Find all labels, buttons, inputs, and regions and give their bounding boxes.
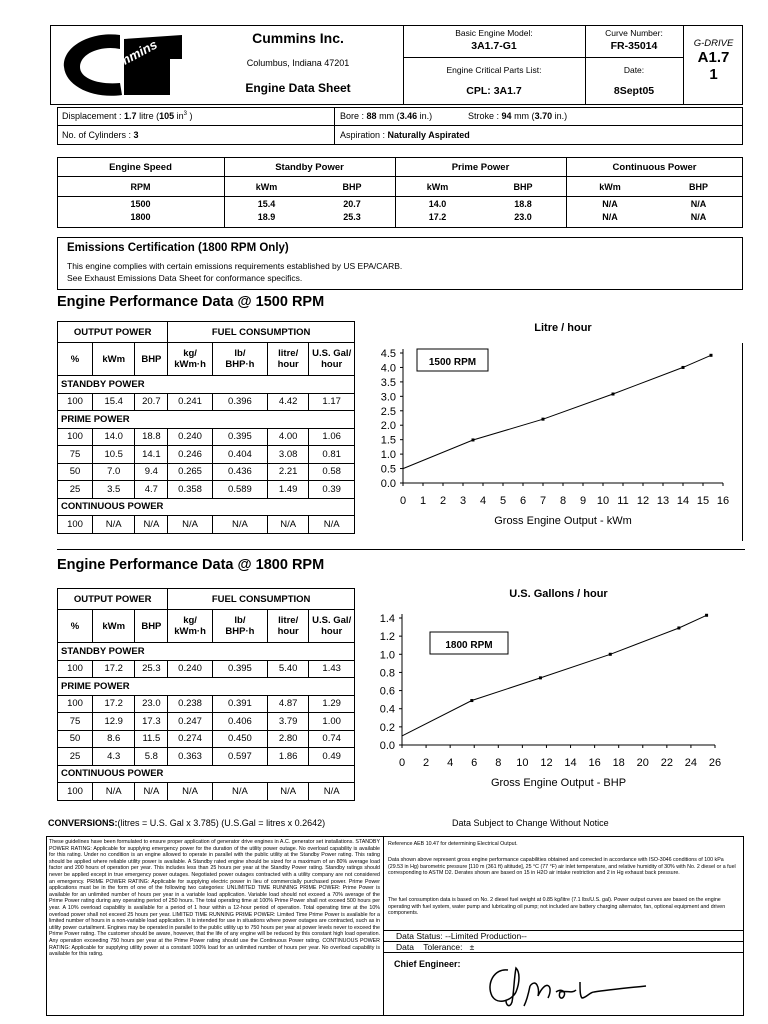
perf-1500-title: Engine Performance Data @ 1500 RPM xyxy=(57,294,325,310)
perf-1500-table xyxy=(57,321,355,534)
y-tick-label: 1.0 xyxy=(379,649,395,662)
power-header: Engine Speed xyxy=(109,162,172,173)
col-header: % xyxy=(58,343,93,376)
power-cell: N/A xyxy=(690,199,707,209)
col-header: lb/ BHP·h xyxy=(212,343,267,376)
data-point xyxy=(609,653,612,656)
series-line xyxy=(403,355,711,468)
cylinders: No. of Cylinders : 3 xyxy=(62,130,139,140)
x-tick-label: 26 xyxy=(708,757,722,769)
y-tick-label: 0.8 xyxy=(379,667,395,680)
col-header: litre/ hour xyxy=(268,343,309,376)
doc-title: Engine Data Sheet xyxy=(245,81,351,95)
data-tolerance: Data Tolerance: ± xyxy=(396,942,475,952)
x-tick-label: 8 xyxy=(559,495,567,507)
power-cell: N/A xyxy=(690,212,707,222)
fuel-note: The fuel consumption data is based on No. 2 diesel fuel weight at 0.85 kg/litre (7.1 lbs/U.S. gal). Power output curves are based on the engine operating with fuel system, water pump and lubricating oil pump; not included are battery charging alternator, fan, optional equipment and driven components. xyxy=(388,897,726,917)
x-tick-label: 0 xyxy=(399,495,407,507)
model-label: Basic Engine Model: xyxy=(455,28,533,38)
power-cell: 1500 xyxy=(130,199,151,209)
section-label: PRIME POWER xyxy=(58,678,355,696)
y-tick-label: 1.5 xyxy=(380,434,396,447)
x-tick-label: 22 xyxy=(660,757,673,769)
power-subheader: BHP xyxy=(688,182,708,192)
emissions-title: Emissions Certification (1800 RPM Only) xyxy=(67,242,289,254)
power-cell: 20.7 xyxy=(343,199,361,209)
x-tick-label: 16 xyxy=(716,495,730,507)
data-point xyxy=(472,438,475,441)
col-header: lb/ BHP·h xyxy=(212,610,267,643)
divider xyxy=(334,107,335,145)
y-tick-label: 4.0 xyxy=(380,362,396,375)
power-cell: 15.4 xyxy=(257,199,276,209)
signature xyxy=(476,958,716,1008)
stroke: Stroke : 94 mm (3.70 in.) xyxy=(468,111,568,121)
x-tick-label: 3 xyxy=(459,495,467,507)
col-header: BHP xyxy=(135,610,168,643)
power-subheader: RPM xyxy=(130,182,151,192)
x-tick-label: 12 xyxy=(540,757,553,769)
data-point xyxy=(470,699,473,702)
y-tick-label: 1.2 xyxy=(379,631,395,644)
y-tick-label: 1.0 xyxy=(380,449,396,462)
logo-text: Cummins xyxy=(100,36,160,78)
power-cell: 1800 xyxy=(130,212,151,222)
section-label: PRIME POWER xyxy=(58,411,355,429)
chart-title: U.S. Gallons / hour xyxy=(509,588,608,600)
power-cell: 23.0 xyxy=(514,212,532,222)
company-name: Cummins Inc. xyxy=(252,30,344,46)
data-point xyxy=(542,418,545,421)
power-cell: N/A xyxy=(602,212,618,222)
chart-border xyxy=(742,343,743,541)
table-row: 25 4.3 5.8 0.363 0.597 1.86 0.49 xyxy=(58,748,355,766)
power-header: Standby Power xyxy=(275,162,344,173)
power-cell: 18.9 xyxy=(257,212,276,222)
y-tick-label: 0.2 xyxy=(379,721,395,734)
group-header: OUTPUT POWER xyxy=(58,322,168,343)
x-tick-label: 0 xyxy=(398,757,406,769)
y-tick-label: 4.5 xyxy=(380,348,396,360)
chart-title: Litre / hour xyxy=(534,322,592,334)
power-cell: N/A xyxy=(602,199,618,209)
x-tick-label: 10 xyxy=(516,757,529,769)
chart-1800-rpm xyxy=(360,578,745,803)
divider xyxy=(57,176,743,177)
x-tick-label: 10 xyxy=(596,495,610,507)
power-subheader: BHP xyxy=(342,182,362,192)
x-tick-label: 8 xyxy=(495,757,502,769)
x-tick-label: 20 xyxy=(636,757,649,769)
emissions-line: This engine complies with certain emissions requirements established by US EPA/CARB. xyxy=(67,261,403,271)
col-header: litre/ hour xyxy=(268,610,309,643)
curve-value: FR-35014 xyxy=(610,40,658,52)
divider xyxy=(403,57,683,58)
displacement: Displacement : 1.7 litre (105 $in^3$ ) xyxy=(62,111,193,121)
x-tick-label: 4 xyxy=(479,495,487,507)
power-subheader: BHP xyxy=(513,182,533,192)
power-subheader: kWm xyxy=(255,182,278,192)
x-tick-label: 5 xyxy=(499,495,507,507)
y-tick-label: 0.5 xyxy=(380,463,396,476)
gdrive-label: G-DRIVE xyxy=(693,38,734,49)
y-tick-label: 3.0 xyxy=(380,391,396,404)
power-cell: 14.0 xyxy=(428,199,447,209)
table-row: 100 N/A N/A N/A N/A N/A N/A xyxy=(58,516,355,534)
x-tick-label: 15 xyxy=(696,495,710,507)
x-tick-label: 7 xyxy=(539,495,547,507)
table-row: 75 10.5 14.1 0.246 0.404 3.08 0.81 xyxy=(58,446,355,464)
x-tick-label: 4 xyxy=(447,757,454,769)
data-point xyxy=(710,354,713,357)
chief-engineer-label: Chief Engineer: xyxy=(394,959,461,969)
divider xyxy=(57,125,743,126)
group-header: FUEL CONSUMPTION xyxy=(168,322,355,343)
power-subheader: kWm xyxy=(599,182,621,192)
data-point xyxy=(612,393,615,396)
data-point xyxy=(682,366,685,369)
bore: Bore : 88 mm (3.46 in.) xyxy=(340,111,433,121)
x-tick-label: 2 xyxy=(439,495,447,507)
power-cell: 25.3 xyxy=(343,212,361,222)
perf-1800-title: Engine Performance Data @ 1800 RPM xyxy=(57,557,325,573)
x-tick-label: 24 xyxy=(684,757,698,769)
data-status: Data Status: --Limited Production-- xyxy=(396,931,527,941)
cpl-label: Engine Critical Parts List: xyxy=(446,65,542,75)
x-tick-label: 11 xyxy=(617,495,629,507)
col-header: U.S. Gal/ hour xyxy=(309,610,355,643)
curve-label: Curve Number: xyxy=(605,28,663,38)
cpl-value: CPL: 3A1.7 xyxy=(466,85,522,97)
perf-1800-table xyxy=(57,588,355,801)
date-label: Date: xyxy=(623,65,645,75)
x-tick-label: 6 xyxy=(471,757,478,769)
data-point xyxy=(677,626,680,629)
col-header: kWm xyxy=(93,343,135,376)
x-tick-label: 14 xyxy=(564,757,577,769)
y-tick-label: 0.6 xyxy=(379,685,395,698)
data-point xyxy=(705,614,708,617)
x-tick-label: 12 xyxy=(636,495,650,507)
power-header: Continuous Power xyxy=(612,162,697,173)
gdrive-model-line2: 1 xyxy=(709,66,718,83)
gdrive-model: A1.7 xyxy=(697,49,730,66)
y-tick-label: 0.0 xyxy=(379,740,395,752)
model-value: 3A1.7-G1 xyxy=(471,40,517,52)
group-header: OUTPUT POWER xyxy=(58,589,168,610)
chart-1500-rpm xyxy=(360,312,740,537)
col-header: % xyxy=(58,610,93,643)
table-row: 75 12.9 17.3 0.247 0.406 3.79 1.00 xyxy=(58,713,355,731)
annotation-label: 1800 RPM xyxy=(445,640,493,651)
table-row: 100 17.2 23.0 0.238 0.391 4.87 1.29 xyxy=(58,695,355,713)
conversions: CONVERSIONS:(litres = U.S. Gal x 3.785) (U.S.Gal = litres x 0.2642) xyxy=(48,818,326,828)
iso-conditions-note: Data shown above represent gross engine performance capabilities obtained and corrected in accordance with ISO-3046 conditions of 100 kPa (29.53 in Hg) barometric pressure [110 m (361 ft) altitude], 25 °C (77 °F) air inlet temperature, and relative humidity of 30% with No. 2 diesel or a fuel corresponding to ASTM D2. Derates shown are based on 15 in H2O air intake restriction and 2 in Hg exhaust back pressure. xyxy=(388,857,736,877)
cummins-logo xyxy=(50,25,192,105)
col-header: kg/ kWm·h xyxy=(168,610,213,643)
x-axis-label: Gross Engine Output - kWm xyxy=(494,515,632,527)
y-tick-label: 2.0 xyxy=(380,420,396,433)
y-tick-label: 0.4 xyxy=(379,703,395,716)
x-tick-label: 16 xyxy=(588,757,601,769)
y-tick-label: 0.0 xyxy=(380,478,396,490)
logo-cell xyxy=(50,25,192,105)
annotation-label: 1500 RPM xyxy=(428,357,477,368)
col-header: kWm xyxy=(93,610,135,643)
section-label: CONTINUOUS POWER xyxy=(58,765,355,783)
company-address: Columbus, Indiana 47201 xyxy=(246,58,350,68)
change-notice: Data Subject to Change Without Notice xyxy=(452,818,609,828)
date-value: 8Sept05 xyxy=(613,85,655,97)
y-tick-label: 2.5 xyxy=(380,405,396,418)
table-row: 100 N/A N/A N/A N/A N/A N/A xyxy=(58,783,355,801)
col-header: U.S. Gal/ hour xyxy=(309,343,355,376)
power-subheader: kWm xyxy=(426,182,449,192)
divider xyxy=(57,196,743,197)
emissions-line: See Exhaust Emissions Data Sheet for conformance specifics. xyxy=(67,273,303,283)
x-tick-label: 1 xyxy=(419,495,427,507)
y-tick-label: 1.4 xyxy=(379,613,395,625)
x-tick-label: 2 xyxy=(423,757,430,769)
section-label: STANDBY POWER xyxy=(58,643,355,661)
aspiration: Aspiration : Naturally Aspirated xyxy=(340,130,470,140)
table-row: 100 15.4 20.7 0.241 0.396 4.42 1.17 xyxy=(58,393,355,411)
power-header: Prime Power xyxy=(451,162,510,173)
table-row: 50 7.0 9.4 0.265 0.436 2.21 0.58 xyxy=(58,463,355,481)
table-row: 25 3.5 4.7 0.358 0.589 1.49 0.39 xyxy=(58,481,355,499)
x-tick-label: 18 xyxy=(612,757,625,769)
y-tick-label: 3.5 xyxy=(380,376,396,389)
data-point xyxy=(539,676,542,679)
power-cell: 18.8 xyxy=(514,199,532,209)
section-divider xyxy=(57,549,745,550)
reference-note: Reference AEB 10.47 for determining Electrical Output. xyxy=(388,841,518,847)
x-tick-label: 9 xyxy=(579,495,587,507)
table-row: 50 8.6 11.5 0.274 0.450 2.80 0.74 xyxy=(58,730,355,748)
divider xyxy=(383,836,384,1016)
table-row: 100 14.0 18.8 0.240 0.395 4.00 1.06 xyxy=(58,428,355,446)
x-tick-label: 13 xyxy=(656,495,670,507)
ratings-definitions: These guidelines have been formulated to ensure proper application of generator drive engines in A.C. generator set installations. STANDBY POWER RATING: Applicable for supplying emergency power for the duration of the utility power outage. No overload capability is available for this rating. Under no condition is an engine allowed to operate in parallel with the public utility at the Standby Power rating. This rating should be applied where reliable utility power is available. A Standby rated engine should be sized for a maximum of an 80% average load factor and 200 hours of operation per year. This includes less than 25 hours per year at the Standby Power rating. Standby ratings should never be applied except in true emergency power outages. Negotiated power outages contracted with a utility company are not considered an emergency. PRIME POWER RATING: Applicable for supplying electric power in lieu of commercially purchased power. Prime Power applications must be in the form of one of the following two categories: UNLIMITED TIME RUNNING PRIME POWER: Prime Power is available for an unlimited number of hours per year in a variable load application. Variable load should not exceed a 70% average of the Prime Power rating during any operating period of 250 hours. The total operating time at 100% Prime Power shall not exceed 500 hours per year. A 10% overload capability is available for a period of 1 hour within a 12-hour period of operation. Total operating time at the 10% overload power shall not exceed 25 hours per year. LIMITED TIME RUNNING PRIME POWER: Limited Time Prime Power is available for a limited number of hours in a non-variable load application. It is intended for use in situations where power outages are contracted, such as in utility power curtailment. Engines may be operated in parallel to the public utility up to 750 hours per year at power levels never to exceed the Prime Power rating. The customer should be aware, however, that the life of any engine will be reduced by this constant high load operation. Any operation exceeding 750 hours per year at the Prime Power rating should use the Continuous Power rating. CONTINUOUS POWER RATING: Applicable for supplying utility power at a constant 100% load for an unlimited number of hours per year. No overload capability is available for this rating. xyxy=(49,839,380,958)
col-header: BHP xyxy=(135,343,168,376)
col-header: kg/ kWm·h xyxy=(168,343,213,376)
section-label: CONTINUOUS POWER xyxy=(58,498,355,516)
power-cell: 17.2 xyxy=(428,212,447,222)
section-label: STANDBY POWER xyxy=(58,376,355,394)
x-tick-label: 6 xyxy=(519,495,527,507)
group-header: FUEL CONSUMPTION xyxy=(168,589,355,610)
x-axis-label: Gross Engine Output - BHP xyxy=(490,777,627,789)
divider xyxy=(383,952,744,953)
x-tick-label: 14 xyxy=(676,495,690,507)
table-row: 100 17.2 25.3 0.240 0.395 5.40 1.43 xyxy=(58,660,355,678)
